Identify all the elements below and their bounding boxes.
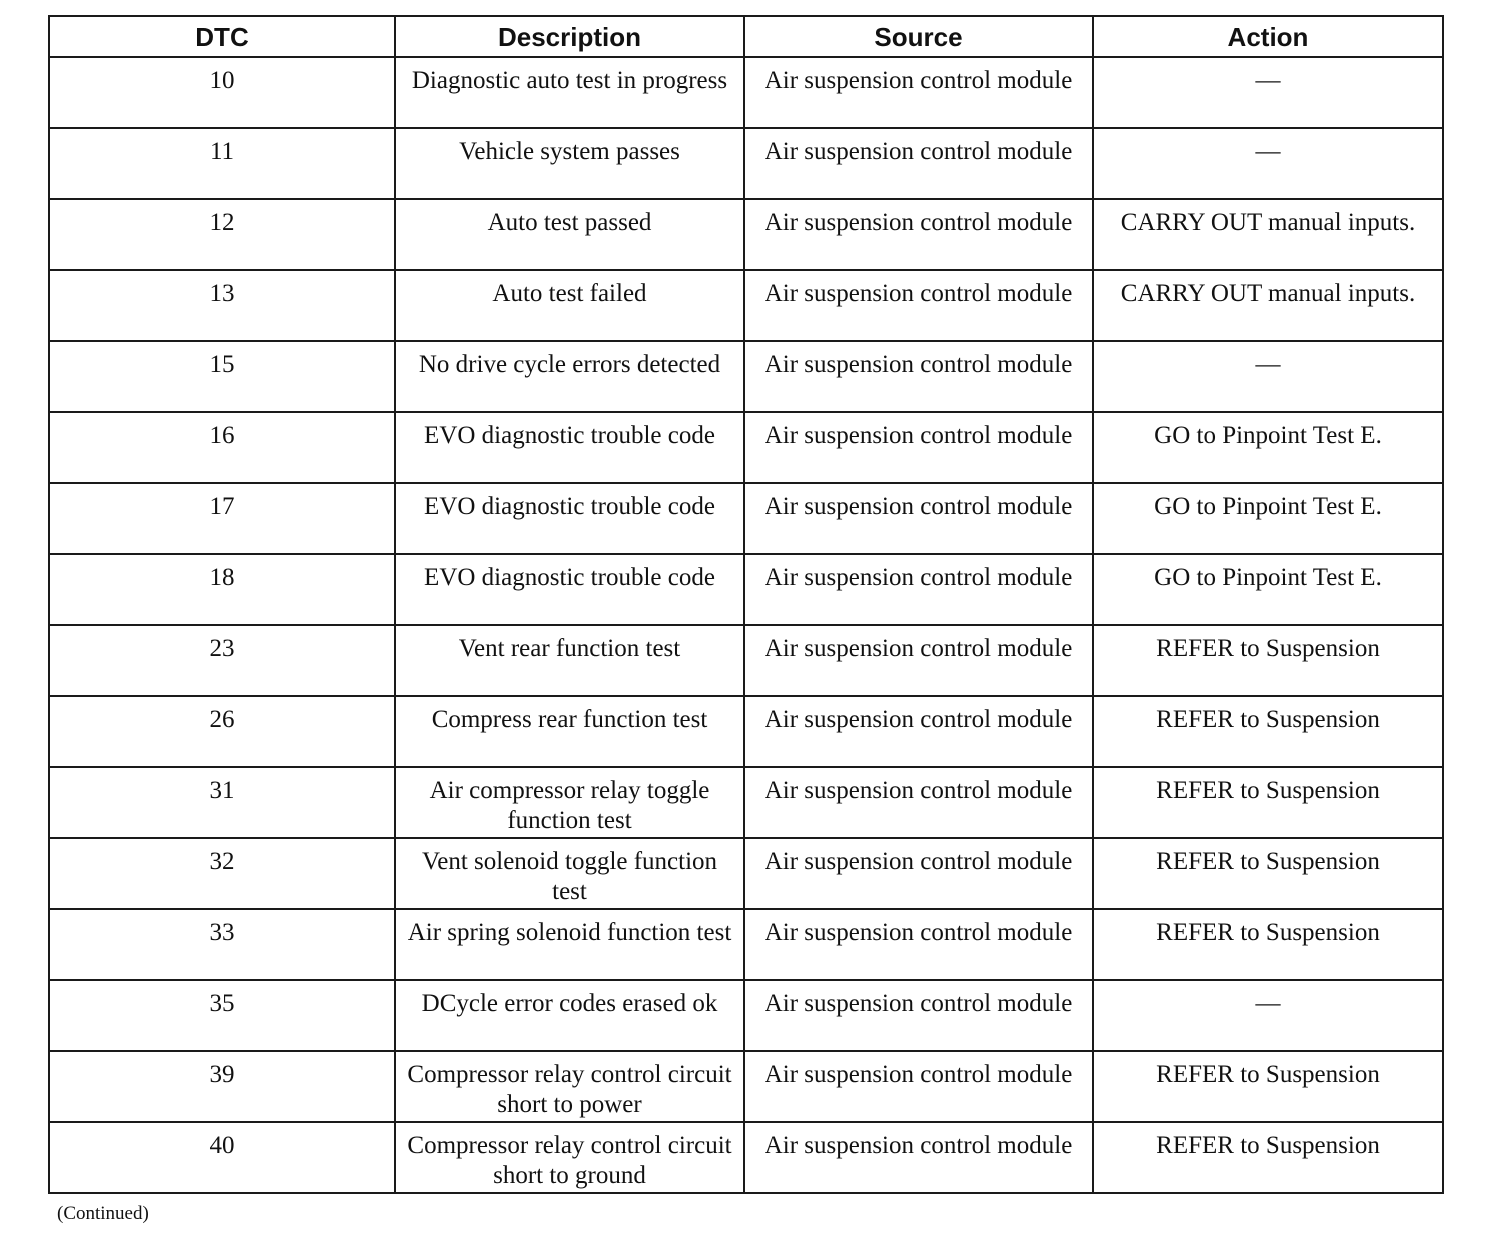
description-cell: Vehicle system passes [395,128,744,199]
dtc-cell: 23 [49,625,395,696]
action-cell: GO to Pinpoint Test E. [1093,412,1443,483]
table-row [49,341,1443,412]
source-cell: Air suspension control module [744,483,1093,554]
action-cell: — [1093,128,1443,199]
action-cell: — [1093,980,1443,1051]
source-cell: Air suspension control module [744,980,1093,1051]
dtc-table [48,15,1444,1194]
action-cell: CARRY OUT manual inputs. [1093,199,1443,270]
dtc-cell: 32 [49,838,395,909]
action-cell: — [1093,57,1443,128]
dtc-cell: 13 [49,270,395,341]
dtc-cell: 15 [49,341,395,412]
table-row [49,767,1443,838]
description-cell: Auto test failed [395,270,744,341]
description-cell: Vent solenoid toggle function test [395,838,744,909]
table-body [49,57,1443,1193]
column-header-dtc: DTC [49,16,395,57]
source-cell: Air suspension control module [744,1122,1093,1193]
description-cell: DCycle error codes erased ok [395,980,744,1051]
table-row [49,128,1443,199]
column-header-description: Description [395,16,744,57]
table-row [49,199,1443,270]
description-cell: Air compressor relay toggle function test [395,767,744,838]
action-cell: REFER to Suspension [1093,1051,1443,1122]
source-cell: Air suspension control module [744,128,1093,199]
action-cell: GO to Pinpoint Test E. [1093,554,1443,625]
table-row [49,1051,1443,1122]
action-cell: REFER to Suspension [1093,909,1443,980]
description-cell: Diagnostic auto test in progress [395,57,744,128]
source-cell: Air suspension control module [744,412,1093,483]
dtc-cell: 12 [49,199,395,270]
source-cell: Air suspension control module [744,625,1093,696]
description-cell: EVO diagnostic trouble code [395,554,744,625]
description-cell: Air spring solenoid function test [395,909,744,980]
table-header-row [49,16,1443,57]
dtc-cell: 11 [49,128,395,199]
table-row [49,57,1443,128]
description-cell: No drive cycle errors detected [395,341,744,412]
description-cell: Vent rear function test [395,625,744,696]
table-row [49,838,1443,909]
dtc-cell: 35 [49,980,395,1051]
dtc-cell: 17 [49,483,395,554]
dtc-cell: 18 [49,554,395,625]
table-row [49,696,1443,767]
source-cell: Air suspension control module [744,199,1093,270]
description-cell: EVO diagnostic trouble code [395,412,744,483]
description-cell: Compressor relay control circuit short to ground [395,1122,744,1193]
dtc-cell: 39 [49,1051,395,1122]
table-row [49,625,1443,696]
action-cell: REFER to Suspension [1093,838,1443,909]
table-row [49,412,1443,483]
description-cell: Compressor relay control circuit short to power [395,1051,744,1122]
source-cell: Air suspension control module [744,696,1093,767]
dtc-cell: 33 [49,909,395,980]
description-cell: Compress rear function test [395,696,744,767]
description-cell: Auto test passed [395,199,744,270]
source-cell: Air suspension control module [744,57,1093,128]
dtc-cell: 40 [49,1122,395,1193]
source-cell: Air suspension control module [744,1051,1093,1122]
table-row [49,980,1443,1051]
dtc-cell: 10 [49,57,395,128]
dtc-cell: 31 [49,767,395,838]
action-cell: CARRY OUT manual inputs. [1093,270,1443,341]
source-cell: Air suspension control module [744,838,1093,909]
source-cell: Air suspension control module [744,767,1093,838]
source-cell: Air suspension control module [744,909,1093,980]
dtc-cell: 16 [49,412,395,483]
action-cell: REFER to Suspension [1093,625,1443,696]
source-cell: Air suspension control module [744,341,1093,412]
source-cell: Air suspension control module [744,270,1093,341]
action-cell: — [1093,341,1443,412]
action-cell: REFER to Suspension [1093,696,1443,767]
description-cell: EVO diagnostic trouble code [395,483,744,554]
dtc-cell: 26 [49,696,395,767]
table-row [49,270,1443,341]
column-header-action: Action [1093,16,1443,57]
table-row [49,909,1443,980]
action-cell: REFER to Suspension [1093,1122,1443,1193]
source-cell: Air suspension control module [744,554,1093,625]
table-row [49,483,1443,554]
action-cell: GO to Pinpoint Test E. [1093,483,1443,554]
table-row [49,554,1443,625]
table-row [49,1122,1443,1193]
continued-note: (Continued) [57,1203,149,1224]
column-header-source: Source [744,16,1093,57]
action-cell: REFER to Suspension [1093,767,1443,838]
